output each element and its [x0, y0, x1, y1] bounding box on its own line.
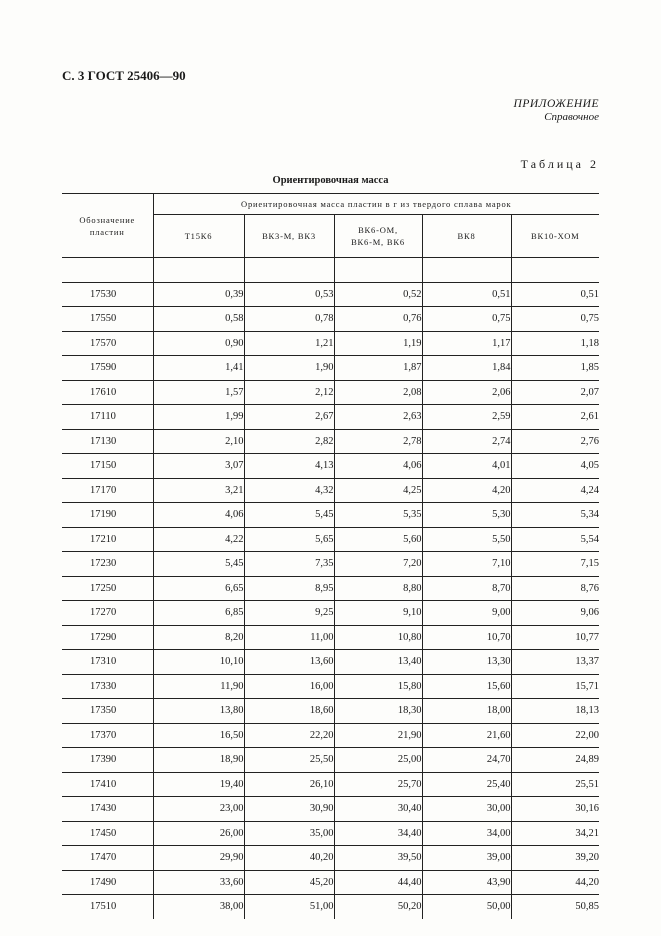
mass-value-cell: 2,08: [334, 380, 422, 405]
mass-value-cell: 30,90: [244, 797, 334, 822]
plate-designation-cell: 17390: [62, 748, 153, 773]
mass-value-cell: 13,40: [334, 650, 422, 675]
mass-value-cell: 24,70: [422, 748, 511, 773]
table-row: [62, 674, 599, 699]
mass-value-cell: 5,35: [334, 503, 422, 528]
mass-value-cell: 16,00: [244, 674, 334, 699]
table-row: [62, 699, 599, 724]
table-row: [62, 405, 599, 430]
mass-value-cell: 50,85: [511, 895, 599, 919]
mass-value-cell: 0,58: [153, 307, 244, 332]
mass-value-cell: 1,41: [153, 356, 244, 381]
mass-value-cell: 18,00: [422, 699, 511, 724]
mass-value-cell: 4,24: [511, 478, 599, 503]
table-row: [62, 307, 599, 332]
mass-value-cell: 11,00: [244, 625, 334, 650]
mass-value-cell: 0,78: [244, 307, 334, 332]
mass-value-cell: 0,51: [422, 282, 511, 307]
plate-designation-cell: 17530: [62, 282, 153, 307]
plate-designation-cell: 17150: [62, 454, 153, 479]
mass-value-cell: 21,90: [334, 723, 422, 748]
mass-value-cell: 15,71: [511, 674, 599, 699]
table-number: Таблица 2: [520, 157, 599, 171]
mass-value-cell: 9,25: [244, 601, 334, 626]
column-header: Т15К6: [153, 215, 244, 258]
table-row: [62, 282, 599, 307]
plate-designation-cell: 17590: [62, 356, 153, 381]
mass-value-cell: 7,35: [244, 552, 334, 577]
mass-value-cell: 1,84: [422, 356, 511, 381]
plate-designation-cell: 17210: [62, 527, 153, 552]
table-row: [62, 797, 599, 822]
mass-table: [62, 193, 599, 919]
mass-value-cell: 23,00: [153, 797, 244, 822]
mass-value-cell: 0,39: [153, 282, 244, 307]
mass-value-cell: 10,77: [511, 625, 599, 650]
mass-value-cell: 22,20: [244, 723, 334, 748]
table-row: [62, 429, 599, 454]
mass-value-cell: 5,60: [334, 527, 422, 552]
mass-value-cell: 0,76: [334, 307, 422, 332]
mass-value-cell: 2,12: [244, 380, 334, 405]
mass-value-cell: 25,70: [334, 772, 422, 797]
mass-value-cell: 2,67: [244, 405, 334, 430]
plate-designation-cell: 17430: [62, 797, 153, 822]
mass-value-cell: 39,50: [334, 846, 422, 871]
page-header: С. 3 ГОСТ 25406—90: [62, 68, 186, 83]
mass-value-cell: 2,78: [334, 429, 422, 454]
plate-designation-cell: 17250: [62, 576, 153, 601]
table-row: [62, 601, 599, 626]
table-row: [62, 846, 599, 871]
plate-designation-cell: 17410: [62, 772, 153, 797]
mass-value-cell: 1,17: [422, 331, 511, 356]
mass-value-cell: 8,95: [244, 576, 334, 601]
mass-value-cell: 4,01: [422, 454, 511, 479]
mass-value-cell: 1,85: [511, 356, 599, 381]
mass-value-cell: 0,51: [511, 282, 599, 307]
plate-designation-cell: 17330: [62, 674, 153, 699]
mass-value-cell: 26,00: [153, 821, 244, 846]
mass-value-cell: 18,13: [511, 699, 599, 724]
mass-value-cell: 4,06: [153, 503, 244, 528]
column-header: ВК6-ОМ, ВК6-М, ВК6: [334, 215, 422, 258]
group-header: Ориентировочная масса пластин в г из твердого сплава марок: [153, 194, 599, 215]
column-header: ВК10-ХОМ: [511, 215, 599, 258]
table-row: [62, 503, 599, 528]
table-row: [62, 625, 599, 650]
mass-value-cell: 2,76: [511, 429, 599, 454]
mass-value-cell: 13,80: [153, 699, 244, 724]
mass-value-cell: 13,30: [422, 650, 511, 675]
mass-value-cell: 4,20: [422, 478, 511, 503]
mass-value-cell: 30,40: [334, 797, 422, 822]
mass-value-cell: 8,70: [422, 576, 511, 601]
table-row: [62, 772, 599, 797]
plate-designation-cell: 17450: [62, 821, 153, 846]
table-row: [62, 821, 599, 846]
mass-value-cell: 8,76: [511, 576, 599, 601]
mass-value-cell: 40,20: [244, 846, 334, 871]
plate-designation-cell: 17290: [62, 625, 153, 650]
mass-value-cell: 7,10: [422, 552, 511, 577]
appendix-title: ПРИЛОЖЕНИЕ: [513, 98, 599, 110]
mass-value-cell: 5,50: [422, 527, 511, 552]
table-row: [62, 331, 599, 356]
mass-value-cell: 4,13: [244, 454, 334, 479]
mass-value-cell: 5,45: [153, 552, 244, 577]
mass-value-cell: 13,60: [244, 650, 334, 675]
mass-value-cell: 18,90: [153, 748, 244, 773]
mass-value-cell: 50,00: [422, 895, 511, 919]
mass-value-cell: 26,10: [244, 772, 334, 797]
mass-value-cell: 44,20: [511, 870, 599, 895]
plate-designation-cell: 17570: [62, 331, 153, 356]
mass-value-cell: 6,85: [153, 601, 244, 626]
mass-value-cell: 0,75: [511, 307, 599, 332]
plate-designation-cell: 17130: [62, 429, 153, 454]
mass-value-cell: 39,20: [511, 846, 599, 871]
plate-designation-cell: 17370: [62, 723, 153, 748]
mass-value-cell: 2,61: [511, 405, 599, 430]
table-row: [62, 356, 599, 381]
table-row: [62, 723, 599, 748]
table-row: [62, 748, 599, 773]
plate-designation-cell: 17170: [62, 478, 153, 503]
mass-value-cell: 30,16: [511, 797, 599, 822]
mass-value-cell: 18,30: [334, 699, 422, 724]
mass-value-cell: 2,74: [422, 429, 511, 454]
mass-value-cell: 25,40: [422, 772, 511, 797]
mass-value-cell: 0,75: [422, 307, 511, 332]
mass-value-cell: 2,82: [244, 429, 334, 454]
table-row: [62, 576, 599, 601]
table-row: [62, 870, 599, 895]
mass-value-cell: 15,80: [334, 674, 422, 699]
plate-designation-cell: 17310: [62, 650, 153, 675]
mass-value-cell: 4,32: [244, 478, 334, 503]
mass-value-cell: 0,53: [244, 282, 334, 307]
mass-value-cell: 16,50: [153, 723, 244, 748]
mass-value-cell: 1,19: [334, 331, 422, 356]
mass-value-cell: 2,10: [153, 429, 244, 454]
mass-value-cell: 2,07: [511, 380, 599, 405]
mass-value-cell: 4,06: [334, 454, 422, 479]
plate-designation-cell: 17470: [62, 846, 153, 871]
mass-value-cell: 11,90: [153, 674, 244, 699]
mass-value-cell: 51,00: [244, 895, 334, 919]
mass-value-cell: 0,52: [334, 282, 422, 307]
mass-value-cell: 22,00: [511, 723, 599, 748]
mass-value-cell: 2,63: [334, 405, 422, 430]
mass-value-cell: 1,18: [511, 331, 599, 356]
mass-value-cell: 1,87: [334, 356, 422, 381]
table-spacer-row: [62, 258, 599, 283]
appendix-label: [514, 98, 599, 123]
mass-value-cell: 1,99: [153, 405, 244, 430]
mass-value-cell: 5,34: [511, 503, 599, 528]
mass-value-cell: 4,05: [511, 454, 599, 479]
mass-value-cell: 38,00: [153, 895, 244, 919]
mass-value-cell: 10,70: [422, 625, 511, 650]
mass-value-cell: 8,20: [153, 625, 244, 650]
plate-designation-cell: 17510: [62, 895, 153, 919]
designation-header: Обозначение пластин: [62, 194, 153, 258]
mass-value-cell: 34,00: [422, 821, 511, 846]
mass-value-cell: 4,25: [334, 478, 422, 503]
table-row: [62, 552, 599, 577]
mass-value-cell: 0,90: [153, 331, 244, 356]
column-header: ВК8: [422, 215, 511, 258]
mass-value-cell: 5,65: [244, 527, 334, 552]
mass-value-cell: 45,20: [244, 870, 334, 895]
mass-value-cell: 18,60: [244, 699, 334, 724]
mass-value-cell: 9,06: [511, 601, 599, 626]
plate-designation-cell: 17110: [62, 405, 153, 430]
table-row: [62, 895, 599, 919]
mass-value-cell: 30,00: [422, 797, 511, 822]
mass-value-cell: 6,65: [153, 576, 244, 601]
mass-value-cell: 24,89: [511, 748, 599, 773]
mass-value-cell: 1,21: [244, 331, 334, 356]
mass-value-cell: 1,57: [153, 380, 244, 405]
plate-designation-cell: 17350: [62, 699, 153, 724]
mass-value-cell: 15,60: [422, 674, 511, 699]
mass-value-cell: 19,40: [153, 772, 244, 797]
mass-value-cell: 2,59: [422, 405, 511, 430]
mass-value-cell: 29,90: [153, 846, 244, 871]
table-header-row: [62, 194, 599, 215]
mass-value-cell: 34,40: [334, 821, 422, 846]
mass-value-cell: 39,00: [422, 846, 511, 871]
mass-value-cell: 9,10: [334, 601, 422, 626]
mass-value-cell: 10,80: [334, 625, 422, 650]
mass-value-cell: 3,07: [153, 454, 244, 479]
mass-value-cell: 34,21: [511, 821, 599, 846]
mass-value-cell: 35,00: [244, 821, 334, 846]
table-caption: Ориентировочная масса: [272, 175, 389, 186]
table-row: [62, 478, 599, 503]
table-row: [62, 380, 599, 405]
mass-value-cell: 50,20: [334, 895, 422, 919]
mass-value-cell: 8,80: [334, 576, 422, 601]
mass-value-cell: 7,20: [334, 552, 422, 577]
plate-designation-cell: 17550: [62, 307, 153, 332]
mass-value-cell: 21,60: [422, 723, 511, 748]
table-row: [62, 650, 599, 675]
plate-designation-cell: 17490: [62, 870, 153, 895]
mass-value-cell: 7,15: [511, 552, 599, 577]
mass-value-cell: 25,51: [511, 772, 599, 797]
mass-value-cell: 25,50: [244, 748, 334, 773]
mass-value-cell: 33,60: [153, 870, 244, 895]
mass-value-cell: 1,90: [244, 356, 334, 381]
column-header: ВК3-М, ВК3: [244, 215, 334, 258]
plate-designation-cell: 17190: [62, 503, 153, 528]
mass-value-cell: 3,21: [153, 478, 244, 503]
mass-value-cell: 13,37: [511, 650, 599, 675]
mass-value-cell: 5,45: [244, 503, 334, 528]
mass-value-cell: 9,00: [422, 601, 511, 626]
mass-value-cell: 5,54: [511, 527, 599, 552]
table-row: [62, 454, 599, 479]
mass-value-cell: 44,40: [334, 870, 422, 895]
mass-value-cell: 10,10: [153, 650, 244, 675]
plate-designation-cell: 17230: [62, 552, 153, 577]
mass-value-cell: 5,30: [422, 503, 511, 528]
plate-designation-cell: 17610: [62, 380, 153, 405]
mass-value-cell: 2,06: [422, 380, 511, 405]
plate-designation-cell: 17270: [62, 601, 153, 626]
mass-value-cell: 43,90: [422, 870, 511, 895]
mass-value-cell: 4,22: [153, 527, 244, 552]
mass-value-cell: 25,00: [334, 748, 422, 773]
table-row: [62, 527, 599, 552]
appendix-note: Справочное: [544, 111, 599, 123]
